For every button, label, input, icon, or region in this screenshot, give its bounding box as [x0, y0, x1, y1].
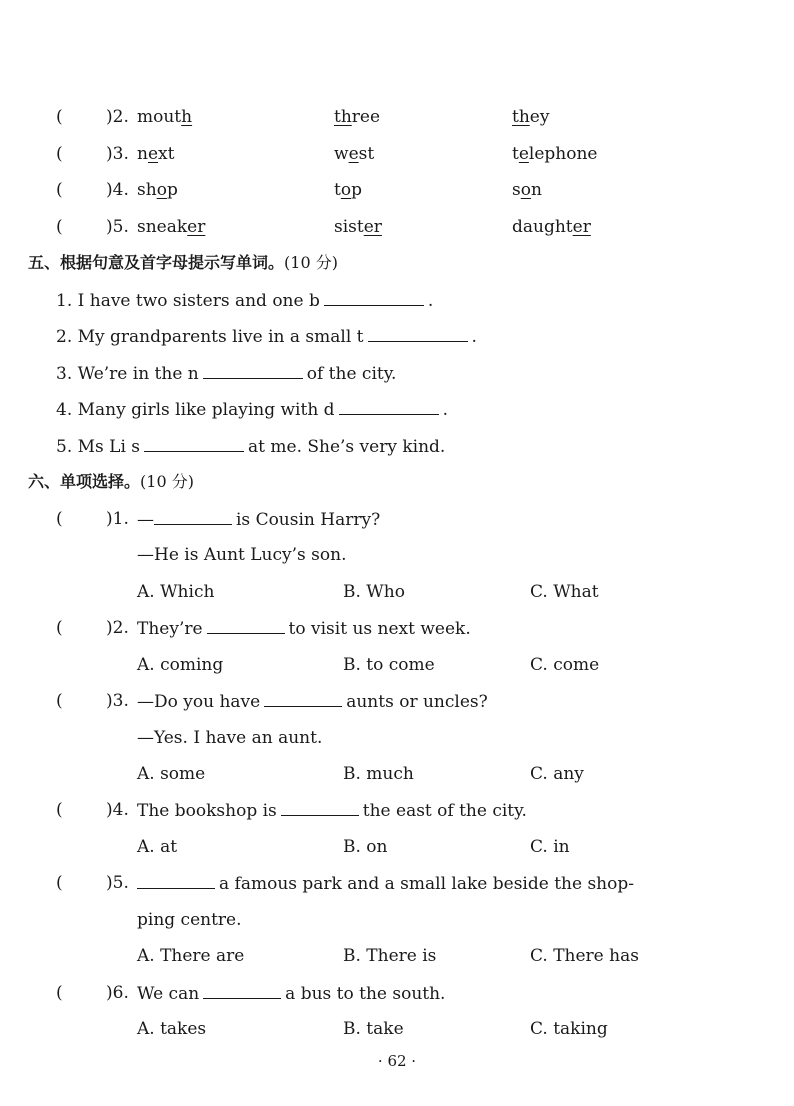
- answer-blank[interactable]: [203, 362, 303, 379]
- option-c[interactable]: C. What: [530, 582, 599, 602]
- question-number: )3.: [106, 691, 129, 711]
- fill-item-2: 2. My grandparents live in a small t .: [56, 327, 477, 347]
- fill-item-4: 4. Many girls like playing with d .: [56, 400, 448, 420]
- question-number: )3.: [106, 144, 129, 164]
- option-a[interactable]: A. takes: [137, 1019, 207, 1039]
- question-1-stem: — is Cousin Harry?: [137, 510, 381, 530]
- word-a: next: [137, 144, 175, 164]
- word-c: daughter: [512, 217, 591, 237]
- fill-item-5: 5. Ms Li s at me. She’s very kind.: [56, 437, 446, 457]
- word-b: top: [334, 180, 362, 200]
- answer-paren[interactable]: (: [56, 800, 63, 820]
- option-a[interactable]: A. coming: [137, 655, 224, 675]
- question-number: )6.: [106, 983, 129, 1003]
- option-c[interactable]: C. taking: [530, 1019, 608, 1039]
- answer-blank[interactable]: [137, 872, 215, 889]
- answer-paren[interactable]: (: [56, 107, 63, 127]
- question-3-stem: —Do you have aunts or uncles?: [137, 692, 488, 712]
- question-number: )2.: [106, 107, 129, 127]
- answer-paren[interactable]: (: [56, 983, 63, 1003]
- question-number: )4.: [106, 800, 129, 820]
- option-a[interactable]: A. at: [137, 837, 178, 857]
- option-c[interactable]: C. There has: [530, 946, 639, 966]
- option-c[interactable]: C. come: [530, 655, 600, 675]
- option-b[interactable]: B. There is: [343, 946, 437, 966]
- question-5-stem: a famous park and a small lake beside the shop-: [137, 872, 634, 895]
- answer-blank[interactable]: [339, 398, 439, 415]
- answer-blank[interactable]: [368, 325, 468, 342]
- question-number: )5.: [106, 217, 129, 237]
- answer-paren[interactable]: (: [56, 873, 63, 893]
- question-1-reply: —He is Aunt Lucy’s son.: [137, 545, 347, 565]
- word-c: son: [512, 180, 542, 200]
- option-a[interactable]: A. There are: [137, 946, 245, 966]
- word-c: telephone: [512, 144, 598, 164]
- page-number: · 62 ·: [377, 1052, 417, 1070]
- answer-paren[interactable]: (: [56, 618, 63, 638]
- word-b: three: [334, 107, 381, 127]
- word-b: west: [334, 144, 375, 164]
- answer-paren[interactable]: (: [56, 144, 63, 164]
- option-c[interactable]: C. in: [530, 837, 570, 857]
- answer-blank[interactable]: [207, 617, 285, 634]
- question-6-stem: We can a bus to the south.: [137, 984, 446, 1004]
- answer-blank[interactable]: [281, 799, 359, 816]
- answer-paren[interactable]: (: [56, 691, 63, 711]
- section-5-heading: 五、根据句意及首字母提示写单词。(10 分): [28, 253, 338, 272]
- word-a: sneaker: [137, 217, 206, 237]
- option-b[interactable]: B. to come: [343, 655, 435, 675]
- answer-paren[interactable]: (: [56, 217, 63, 237]
- fill-item-1: 1. I have two sisters and one b .: [56, 291, 434, 311]
- word-b: sister: [334, 217, 382, 237]
- answer-blank[interactable]: [203, 982, 281, 999]
- question-4-stem: The bookshop is the east of the city.: [137, 801, 527, 821]
- answer-blank[interactable]: [154, 508, 232, 525]
- option-b[interactable]: B. on: [343, 837, 388, 857]
- section-6-heading: 六、单项选择。(10 分): [28, 472, 194, 491]
- question-number: )2.: [106, 618, 129, 638]
- question-2-stem: They’re to visit us next week.: [137, 619, 471, 639]
- word-c: they: [512, 107, 550, 127]
- option-b[interactable]: B. Who: [343, 582, 405, 602]
- question-number: )4.: [106, 180, 129, 200]
- word-a: mouth: [137, 107, 193, 127]
- answer-blank[interactable]: [264, 690, 342, 707]
- question-5-continuation: ping centre.: [137, 910, 242, 930]
- answer-blank[interactable]: [324, 289, 424, 306]
- option-a[interactable]: A. some: [137, 764, 206, 784]
- fill-item-3: 3. We’re in the n of the city.: [56, 364, 397, 384]
- question-number: )5.: [106, 873, 129, 893]
- option-b[interactable]: B. much: [343, 764, 414, 784]
- question-number: )1.: [106, 509, 129, 529]
- word-a: shop: [137, 180, 178, 200]
- question-3-reply: —Yes. I have an aunt.: [137, 728, 323, 748]
- answer-blank[interactable]: [144, 435, 244, 452]
- answer-paren[interactable]: (: [56, 180, 63, 200]
- option-c[interactable]: C. any: [530, 764, 584, 784]
- option-a[interactable]: A. Which: [137, 582, 215, 602]
- answer-paren[interactable]: (: [56, 509, 63, 529]
- option-b[interactable]: B. take: [343, 1019, 404, 1039]
